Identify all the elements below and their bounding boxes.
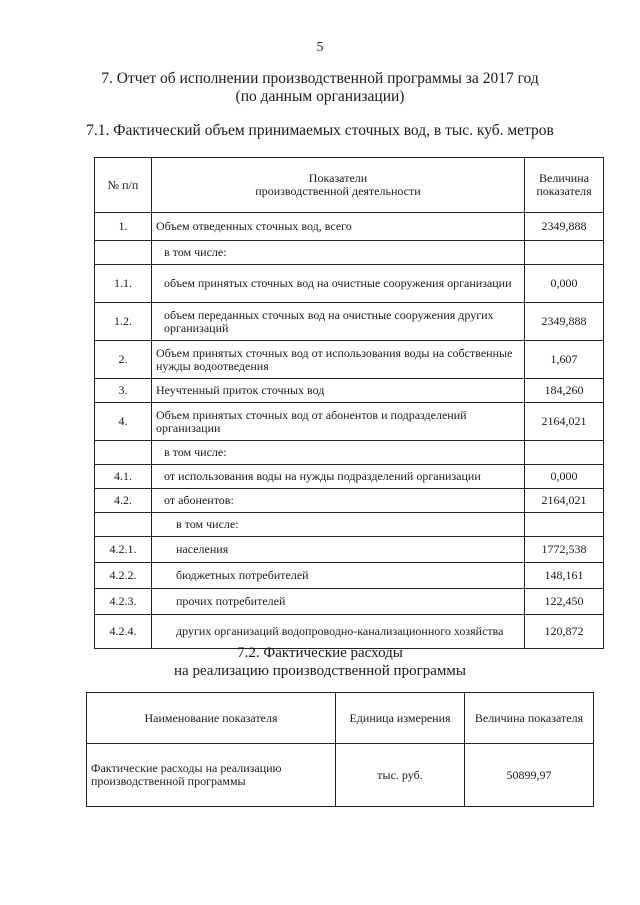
expenses-table — [86, 692, 594, 807]
row-value: 120,872 — [525, 615, 604, 649]
wastewater-volume-table — [94, 157, 604, 649]
expenses-header-row — [87, 693, 594, 744]
table-row — [95, 379, 604, 403]
table-header-row — [95, 158, 604, 213]
row-label: в том числе: — [152, 513, 525, 537]
header-name — [152, 158, 525, 213]
table-row — [95, 265, 604, 303]
table-row — [95, 213, 604, 241]
row-value — [525, 241, 604, 265]
header-unit: Единица измерения — [336, 693, 465, 744]
page-number: 5 — [316, 40, 324, 55]
row-num: 4.2.3. — [95, 589, 152, 615]
row-num: 2. — [95, 341, 152, 379]
row-value: 0,000 — [525, 465, 604, 489]
section-7-title-line2: (по данным организации) — [235, 88, 405, 105]
row-num: 4. — [95, 403, 152, 441]
table-row — [95, 489, 604, 513]
row-num: 1. — [95, 213, 152, 241]
row-value: 2164,021 — [525, 489, 604, 513]
header-name-line1: Показатели — [308, 171, 368, 185]
row-value: 1,607 — [525, 341, 604, 379]
expense-unit: тыс. руб. — [336, 744, 465, 807]
row-label: объем переданных сточных вод на очистные сооружения других организаций — [152, 303, 525, 341]
table-row — [95, 441, 604, 465]
section-7-title-line1: 7. Отчет об исполнении производственной программы за 2017 год — [101, 70, 539, 87]
row-num — [95, 441, 152, 465]
row-value: 0,000 — [525, 265, 604, 303]
row-label: Объем отведенных сточных вод, всего — [152, 213, 525, 241]
row-label: от использования воды на нужды подразделений организации — [152, 465, 525, 489]
table-row — [95, 563, 604, 589]
table-row — [95, 537, 604, 563]
row-label: Объем принятых сточных вод от использования воды на собственные нужды водоотведения — [152, 341, 525, 379]
row-num: 4.1. — [95, 465, 152, 489]
header-value-line2: показателя — [536, 184, 592, 198]
table-row — [95, 341, 604, 379]
row-value: 184,260 — [525, 379, 604, 403]
table-row — [95, 513, 604, 537]
row-num — [95, 513, 152, 537]
section-7-title — [0, 70, 640, 106]
header-value — [525, 158, 604, 213]
row-label: Неучтенный приток сточных вод — [152, 379, 525, 403]
row-label: прочих потребителей — [152, 589, 525, 615]
expense-name: Фактические расходы на реализацию производственной программы — [87, 744, 336, 807]
row-num: 4.2.4. — [95, 615, 152, 649]
section-7-1-title: 7.1. Фактический объем принимаемых сточных вод, в тыс. куб. метров — [86, 122, 554, 139]
header-num: № п/п — [95, 158, 152, 213]
row-label: от абонентов: — [152, 489, 525, 513]
header-indicator-value: Величина показателя — [465, 693, 594, 744]
header-value-line1: Величина — [539, 171, 589, 185]
row-num: 3. — [95, 379, 152, 403]
table-row — [95, 403, 604, 441]
table-row — [95, 303, 604, 341]
row-value: 2349,888 — [525, 213, 604, 241]
row-label: бюджетных потребителей — [152, 563, 525, 589]
section-7-2-title-line2: на реализацию производственной программы — [174, 663, 466, 679]
row-num: 1.2. — [95, 303, 152, 341]
row-label: других организаций водопроводно-канализационного хозяйства — [152, 615, 525, 649]
row-value: 122,450 — [525, 589, 604, 615]
row-value — [525, 441, 604, 465]
table-row — [87, 744, 594, 807]
row-label: объем принятых сточных вод на очистные сооружения организации — [152, 265, 525, 303]
row-label: в том числе: — [152, 241, 525, 265]
row-value: 2164,021 — [525, 403, 604, 441]
row-num: 4.2. — [95, 489, 152, 513]
row-value: 2349,888 — [525, 303, 604, 341]
header-indicator-name: Наименование показателя — [87, 693, 336, 744]
header-name-line2: производственной деятельности — [255, 184, 421, 198]
section-7-2-title — [0, 644, 640, 680]
row-label: Объем принятых сточных вод от абонентов и подразделений организации — [152, 403, 525, 441]
table-row — [95, 589, 604, 615]
row-value: 148,161 — [525, 563, 604, 589]
row-num: 4.2.1. — [95, 537, 152, 563]
row-value — [525, 513, 604, 537]
row-num — [95, 241, 152, 265]
expense-value: 50899,97 — [465, 744, 594, 807]
row-num: 1.1. — [95, 265, 152, 303]
section-7-2-title-line1: 7.2. Фактические расходы — [237, 645, 403, 661]
row-label: населения — [152, 537, 525, 563]
row-label: в том числе: — [152, 441, 525, 465]
table-row — [95, 465, 604, 489]
row-value: 1772,538 — [525, 537, 604, 563]
row-num: 4.2.2. — [95, 563, 152, 589]
table-row — [95, 241, 604, 265]
